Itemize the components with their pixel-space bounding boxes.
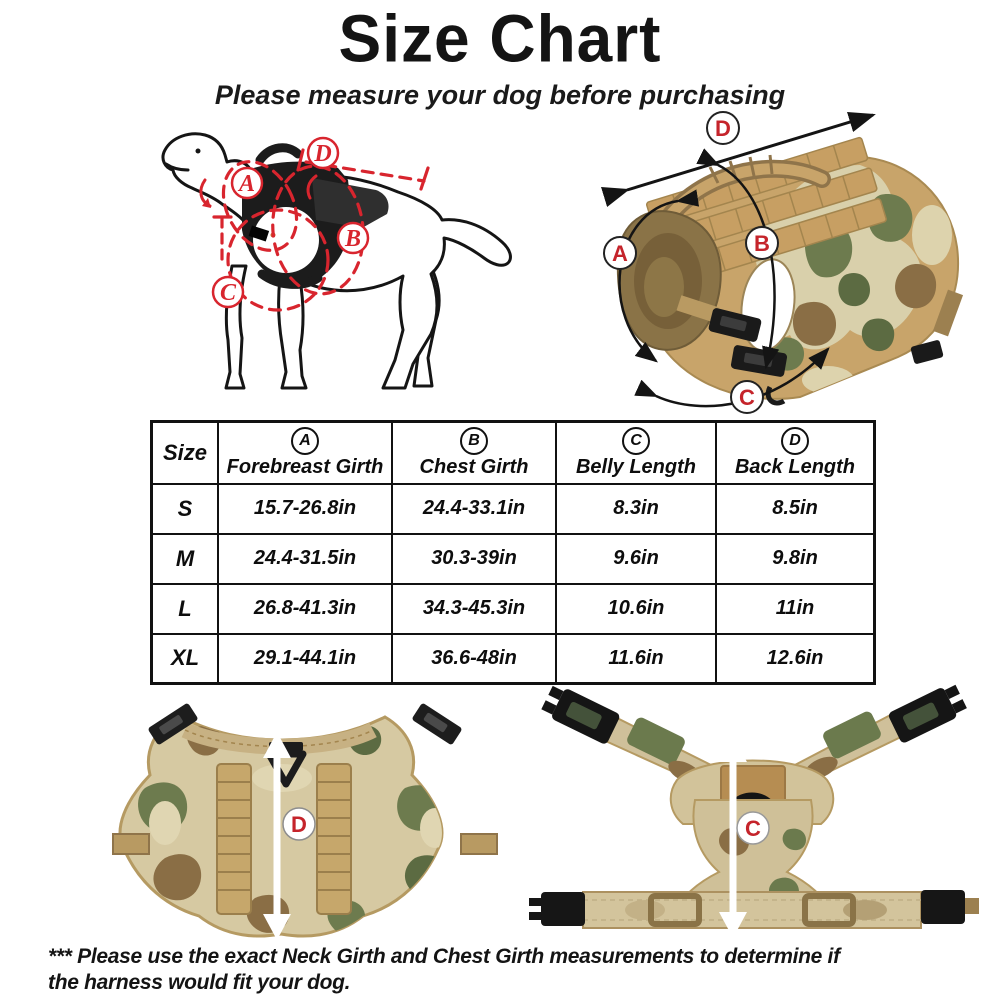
belly-band bbox=[529, 890, 979, 928]
table-row bbox=[152, 634, 875, 684]
column-header-chest: B Chest Girth bbox=[392, 422, 556, 484]
size-table bbox=[150, 420, 876, 685]
column-header-belly: C Belly Length bbox=[556, 422, 716, 484]
dog-label-b: B bbox=[344, 226, 362, 252]
column-header-size: Size bbox=[152, 422, 219, 484]
circled-letter-c: C bbox=[622, 427, 650, 455]
value-cell: 12.6in bbox=[716, 634, 875, 684]
size-cell: M bbox=[152, 534, 219, 584]
value-cell: 29.1-44.1in bbox=[218, 634, 392, 684]
dog-label-d: D bbox=[314, 141, 332, 167]
value-cell: 15.7-26.8in bbox=[218, 484, 392, 534]
value-cell: 36.6-48in bbox=[392, 634, 556, 684]
value-cell: 9.6in bbox=[556, 534, 716, 584]
column-header-forebreast: A Forebreast Girth bbox=[218, 422, 392, 484]
harness-bottom-view-figure bbox=[525, 680, 985, 952]
table-row bbox=[152, 484, 875, 534]
bottom-view-label-c: C bbox=[745, 816, 761, 841]
value-cell: 34.3-45.3in bbox=[392, 584, 556, 634]
circled-letter-d: D bbox=[781, 427, 809, 455]
value-cell: 9.8in bbox=[716, 534, 875, 584]
value-cell: 8.5in bbox=[716, 484, 875, 534]
value-cell: 24.4-33.1in bbox=[392, 484, 556, 534]
page-subtitle: Please measure your dog before purchasing bbox=[214, 80, 786, 110]
side-hardware-left bbox=[113, 834, 149, 854]
value-cell: 30.3-39in bbox=[392, 534, 556, 584]
footer-note-line1: *** Please use the exact Neck Girth and Chest Girth measurements to determine if bbox=[48, 945, 840, 968]
harness-label-d: D bbox=[715, 116, 731, 141]
value-cell: 11.6in bbox=[556, 634, 716, 684]
value-cell: 8.3in bbox=[556, 484, 716, 534]
page-title: Size Chart bbox=[338, 1, 662, 76]
harness-label-b: B bbox=[754, 231, 770, 256]
circled-letter-a: A bbox=[291, 427, 319, 455]
cobra-buckle-left bbox=[540, 682, 621, 745]
table-header-row bbox=[152, 422, 875, 484]
side-hardware-right bbox=[461, 834, 497, 854]
dog-label-c: C bbox=[219, 280, 237, 306]
footer-note bbox=[48, 944, 978, 997]
harness-top-view-figure bbox=[105, 688, 505, 950]
value-cell: 26.8-41.3in bbox=[218, 584, 392, 634]
harness-photo-figure bbox=[560, 105, 985, 420]
value-cell: 11in bbox=[716, 584, 875, 634]
size-cell: L bbox=[152, 584, 219, 634]
dog-eye bbox=[196, 149, 201, 154]
table-row bbox=[152, 584, 875, 634]
value-cell: 10.6in bbox=[556, 584, 716, 634]
column-header-back: D Back Length bbox=[716, 422, 875, 484]
harness-label-c: C bbox=[739, 385, 755, 410]
dog-measurement-diagram bbox=[110, 118, 530, 420]
value-cell: 24.4-31.5in bbox=[218, 534, 392, 584]
harness-label-a: A bbox=[612, 241, 628, 266]
top-view-label-d: D bbox=[291, 812, 307, 837]
circled-letter-b: B bbox=[460, 427, 488, 455]
table-row bbox=[152, 534, 875, 584]
size-cell: XL bbox=[152, 634, 219, 684]
footer-note-line2: the harness would fit your dog. bbox=[48, 971, 351, 995]
dog-label-a: A bbox=[238, 171, 256, 197]
cobra-buckle-right bbox=[887, 681, 968, 744]
size-cell: S bbox=[152, 484, 219, 534]
